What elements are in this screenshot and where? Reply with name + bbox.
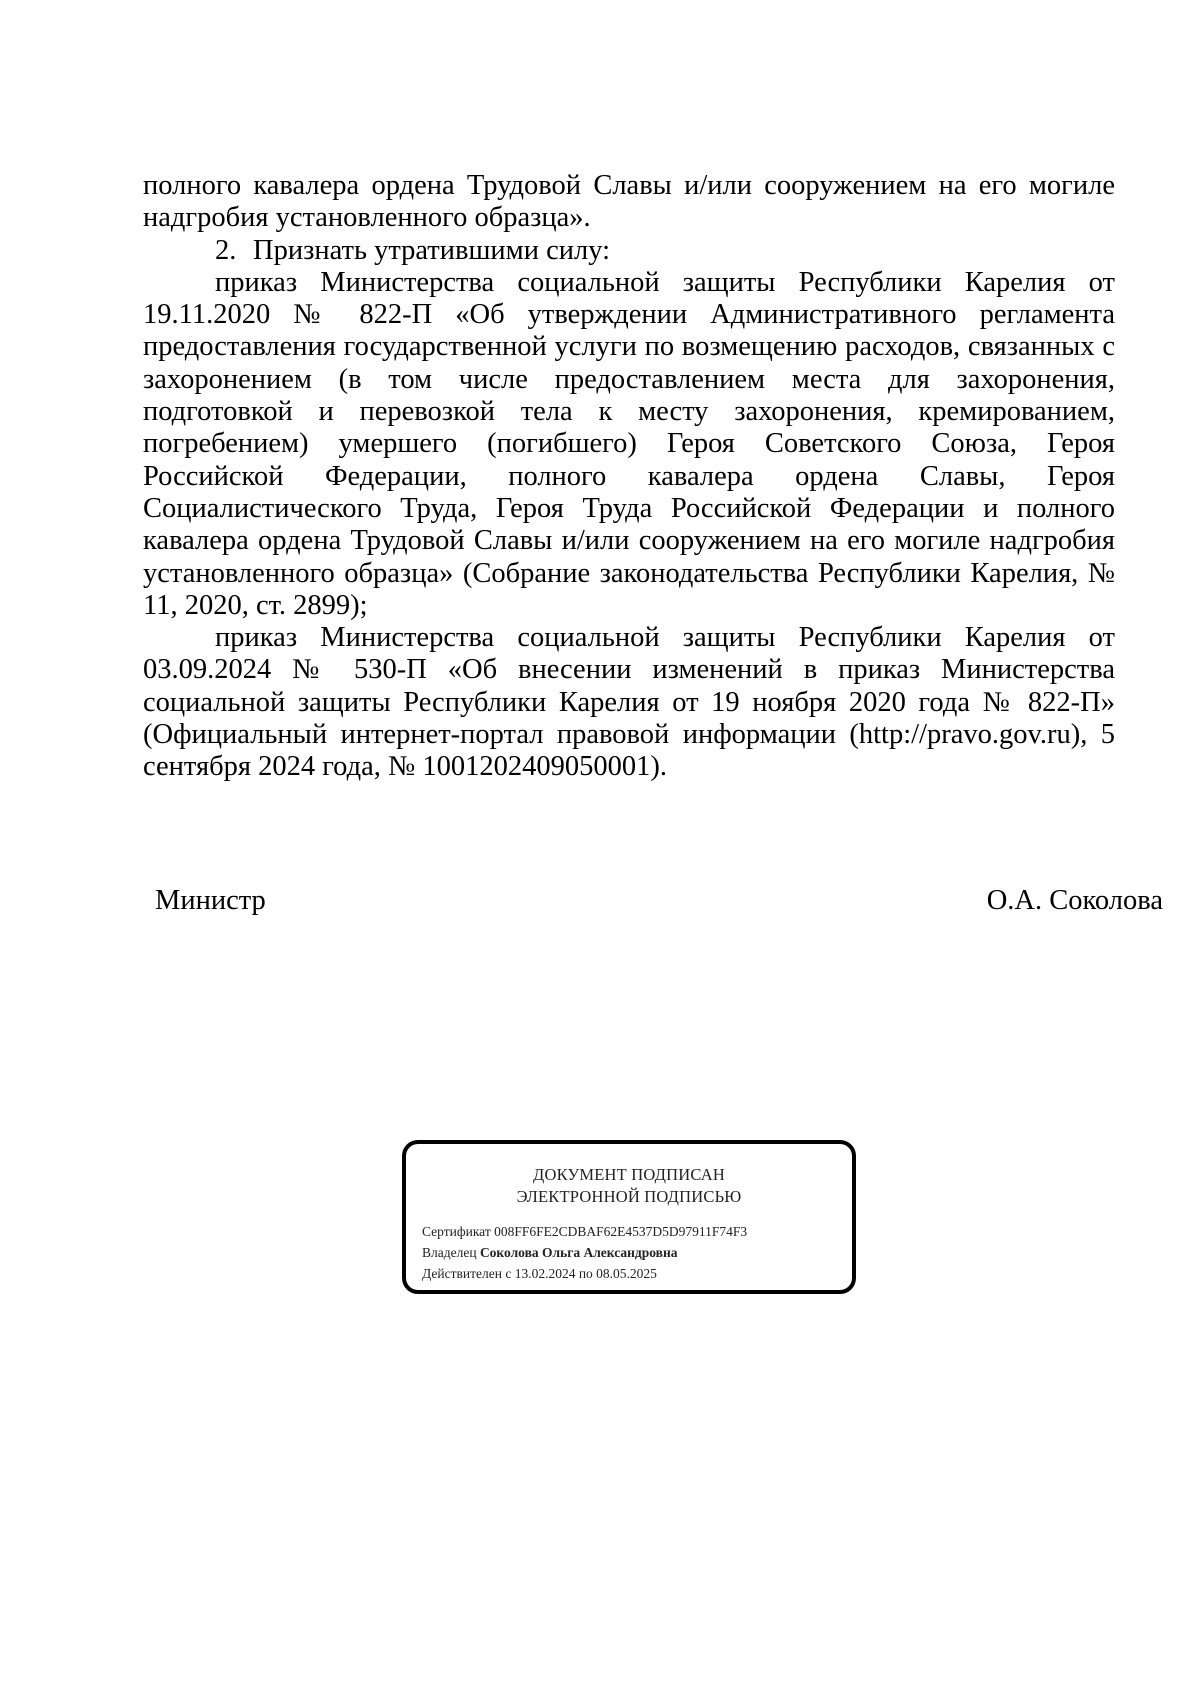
stamp-owner-value: Соколова Ольга Александровна [479, 1245, 678, 1260]
stamp-valid-from-label: с [505, 1266, 512, 1281]
stamp-valid-label: Действителен [422, 1266, 502, 1281]
stamp-certificate-label: Сертификат [422, 1224, 491, 1239]
paragraph-order-530: приказ Министерства социальной защиты Республики Карелия от 03.09.2024 № 530-П «Об внесении изменений в приказ Министерства социальной защиты Республики Карелия от 19 ноября 2020 года № 822-П» (Официальный интернет-портал правовой информации (http://pravo.gov.ru), 5 сентября 2024 года, № 1001202409050001). [143, 622, 1115, 783]
stamp-heading-line-1: ДОКУМЕНТ ПОДПИСАН [533, 1165, 725, 1184]
list-item-text: Признать утратившими силу: [253, 234, 610, 266]
signatory-title: Министр [155, 885, 266, 916]
stamp-owner-label: Владелец [422, 1245, 477, 1260]
stamp-valid-to-label: по [578, 1266, 593, 1281]
list-item-2 [143, 235, 1115, 267]
stamp-certificate-line [422, 1221, 844, 1242]
paragraph-continuation: полного кавалера ордена Трудовой Славы и/или сооружением на его могиле надгробия установленного образца». [143, 170, 1115, 234]
stamp-heading-line-2: ЭЛЕКТРОННОЙ ПОДПИСЬЮ [516, 1187, 742, 1206]
stamp-certificate-value: 008FF6FE2CDBAF62E4537D5D97911F74F3 [494, 1224, 748, 1239]
stamp-details [422, 1221, 844, 1284]
paragraph-order-822: приказ Министерства социальной защиты Республики Карелия от 19.11.2020 № 822-П «Об утверждении Административного регламента предоставления государственной услуги по возмещению расходов, связанных с захоронением (в том числе предоставлением места для захоронения, подготовкой и перевозкой тела к месту захоронения, кремированием, погребением) умершего (погибшего) Героя Советского Союза, Героя Российской Федерации, полного кавалера ордена Славы, Героя Социалистического Труда, Героя Труда Российской Федерации и полного кавалера ордена Трудовой Славы и/или сооружением на его могиле надгробия установленного образца» (Собрание законодательства Республики Карелия, № 11, 2020, ст. 2899); [143, 266, 1115, 621]
document-body [143, 170, 1115, 784]
stamp-validity-line [422, 1263, 844, 1284]
list-item-number: 2. [215, 234, 237, 266]
electronic-signature-stamp [402, 1140, 856, 1294]
stamp-valid-to: 08.05.2025 [596, 1266, 657, 1281]
signatory-name: О.А. Соколова [986, 885, 1163, 916]
stamp-owner-line [422, 1242, 844, 1263]
stamp-heading [406, 1164, 852, 1208]
stamp-valid-from: 13.02.2024 [514, 1266, 576, 1281]
